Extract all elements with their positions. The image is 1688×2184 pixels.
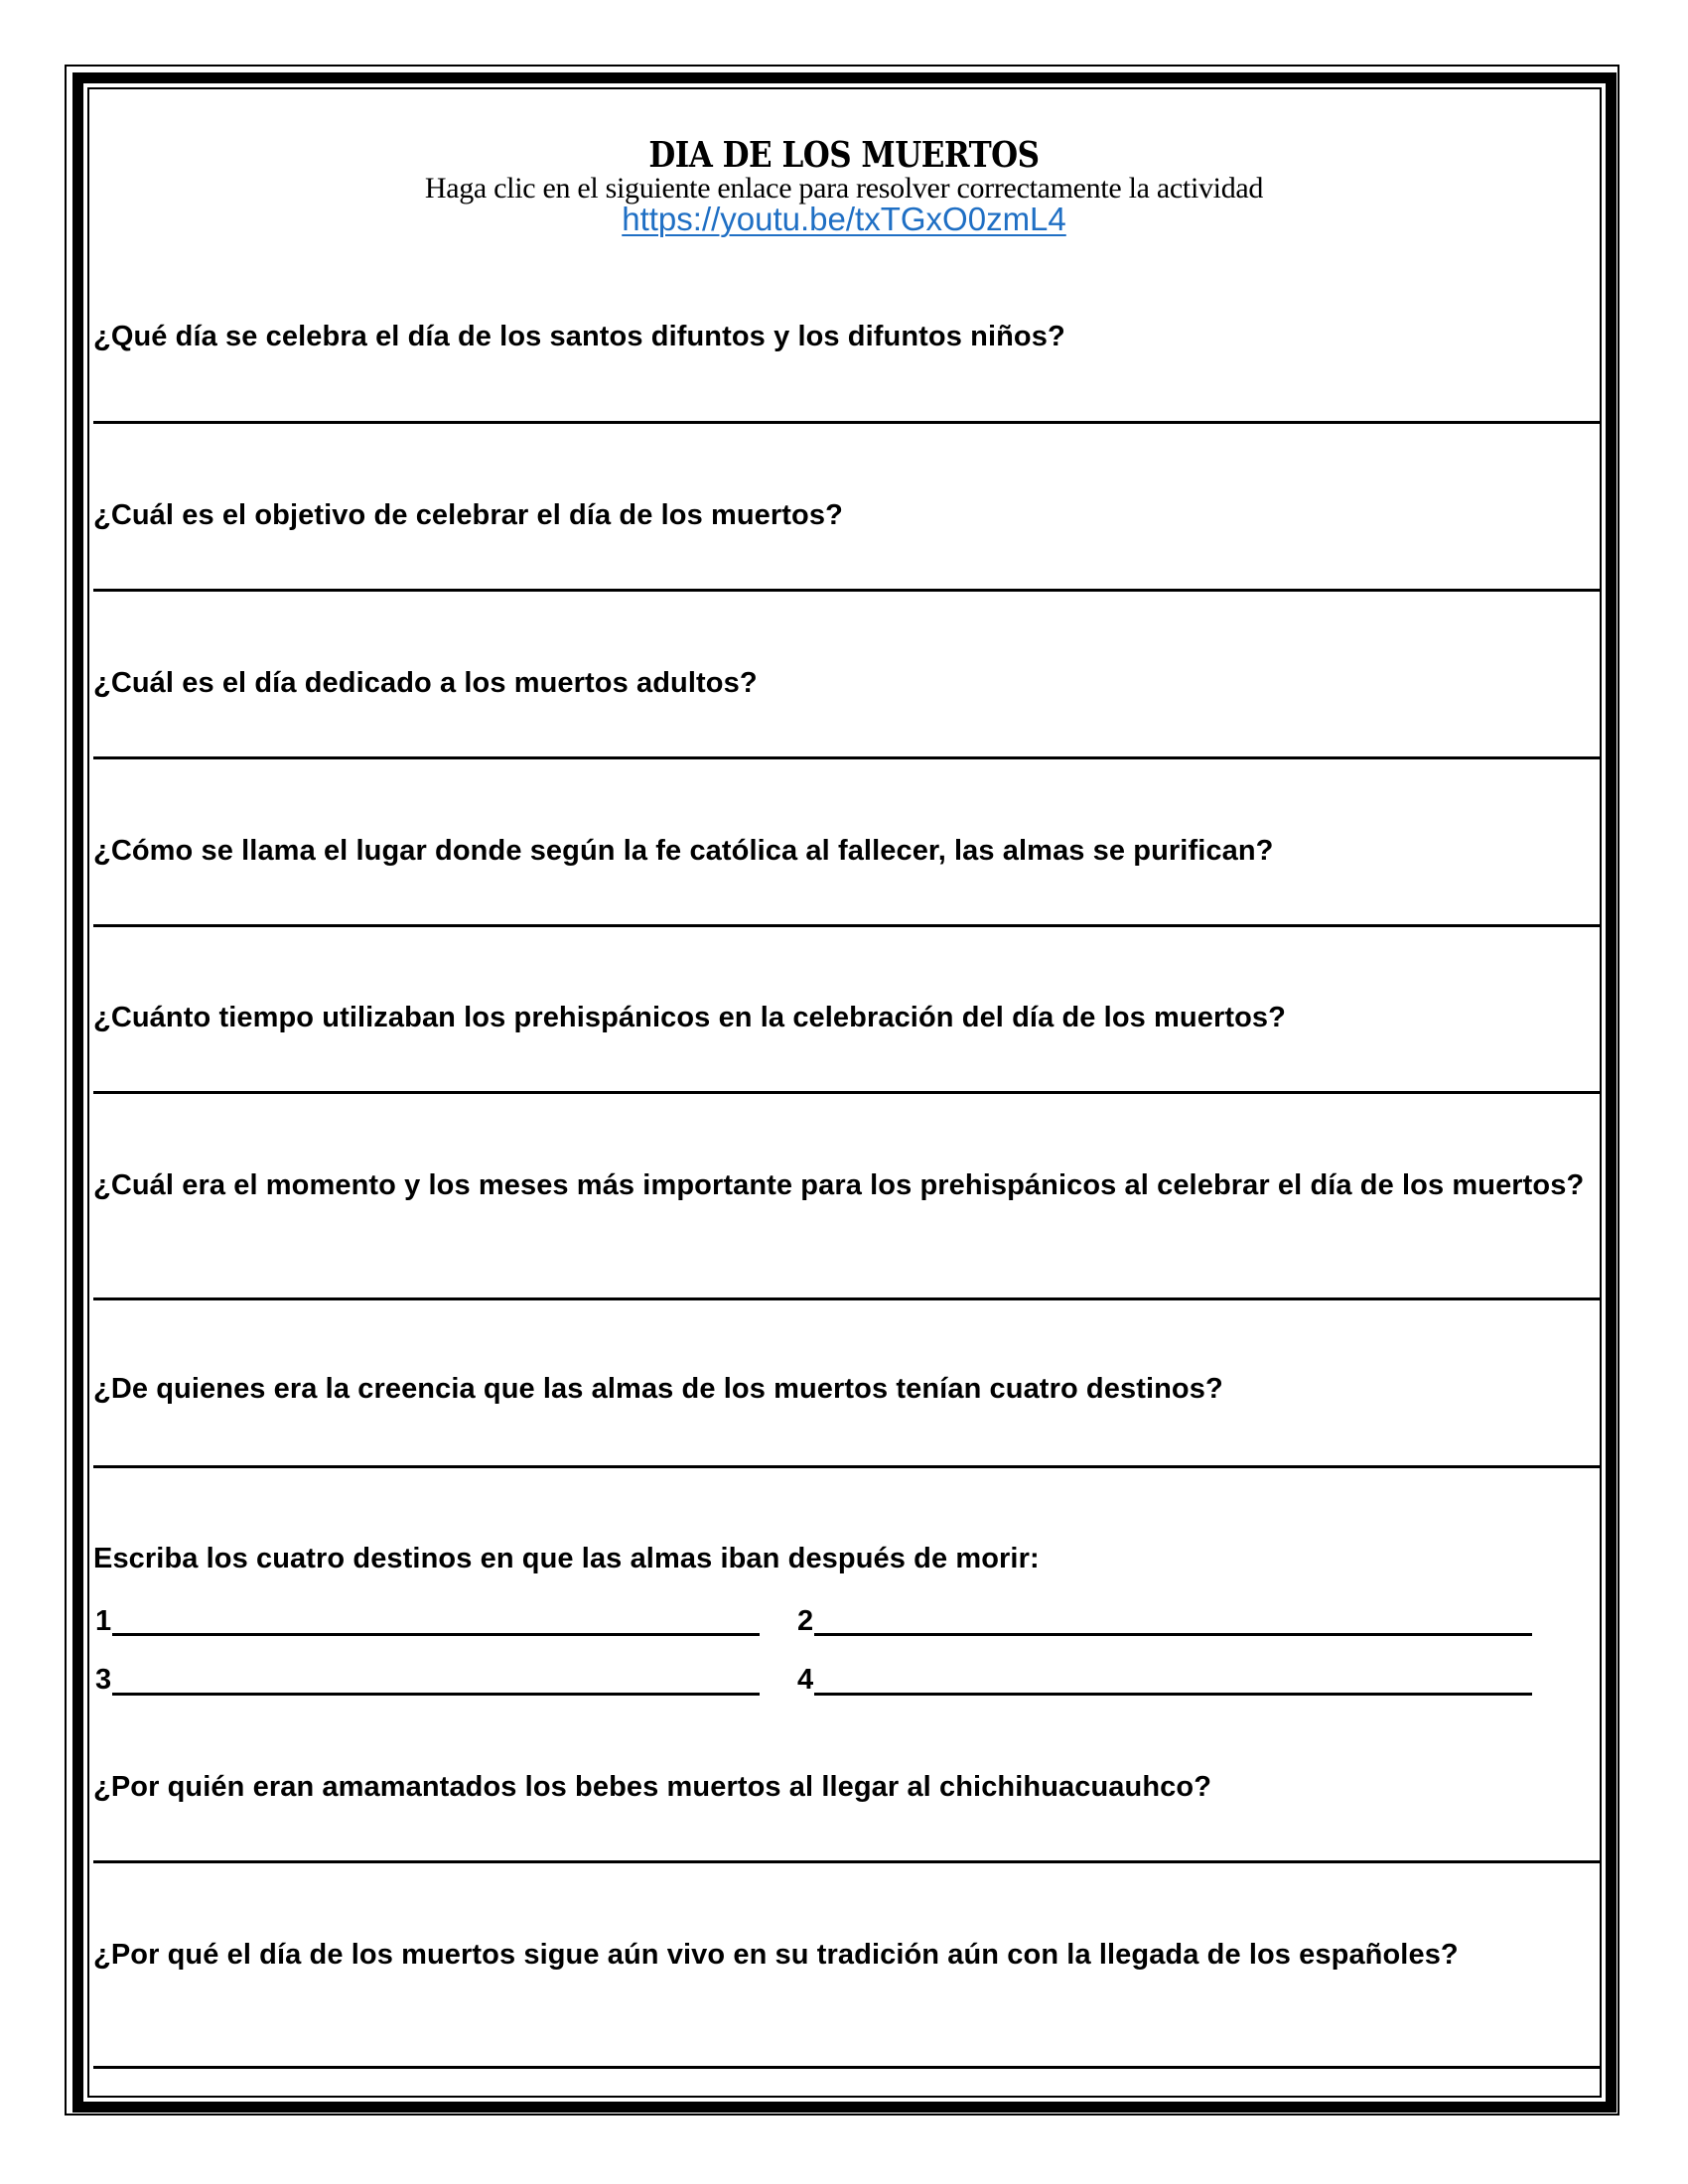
question-3: ¿Cuál es el día dedicado a los muertos adultos? xyxy=(93,667,758,699)
worksheet-title: DIA DE LOS MUERTOS xyxy=(648,135,1040,177)
video-link-container xyxy=(89,203,1599,236)
destinos-prompt: Escriba los cuatro destinos en que las almas iban después de morir: xyxy=(93,1543,1040,1574)
video-link[interactable]: https://youtu.be/txTGxO0zmL4 xyxy=(622,201,1066,237)
answer-line-7[interactable] xyxy=(93,1465,1601,1468)
question-5: ¿Cuánto tiempo utilizaban los prehispánicos en la celebración del día de los muertos? xyxy=(93,1002,1286,1033)
answer-line-3[interactable] xyxy=(93,756,1601,759)
question-1: ¿Qué día se celebra el día de los santos difuntos y los difuntos niños? xyxy=(93,321,1065,352)
answer-line-6[interactable] xyxy=(93,1297,1601,1300)
destino-number-4: 4 xyxy=(797,1664,814,1696)
destino-line-3[interactable] xyxy=(112,1693,760,1696)
destino-line-1[interactable] xyxy=(112,1633,760,1636)
destino-number-3: 3 xyxy=(95,1664,112,1696)
question-4: ¿Cómo se llama el lugar donde según la fe católica al fallecer, las almas se purifican? xyxy=(93,835,1274,867)
question-10: ¿Por qué el día de los muertos sigue aún vivo en su tradición aún con la llegada de los españoles? xyxy=(93,1939,1459,1971)
answer-line-10[interactable] xyxy=(93,2066,1601,2069)
answer-line-1[interactable] xyxy=(93,421,1601,424)
question-2: ¿Cuál es el objetivo de celebrar el día de los muertos? xyxy=(93,499,843,531)
question-7: ¿De quienes era la creencia que las almas de los muertos tenían cuatro destinos? xyxy=(93,1373,1223,1405)
answer-line-9[interactable] xyxy=(93,1860,1601,1863)
destino-number-1: 1 xyxy=(95,1605,112,1637)
answer-line-4[interactable] xyxy=(93,924,1601,927)
destino-line-2[interactable] xyxy=(814,1633,1532,1636)
question-9: ¿Por quién eran amamantados los bebes muertos al llegar al chichihuacuauhco? xyxy=(93,1771,1212,1803)
destino-line-4[interactable] xyxy=(814,1693,1532,1696)
answer-line-5[interactable] xyxy=(93,1091,1601,1094)
instructions-text: Haga clic en el siguiente enlace para resolver correctamente la actividad xyxy=(424,172,1264,205)
question-6: ¿Cuál era el momento y los meses más importante para los prehispánicos al celebrar el día de los muertos? xyxy=(93,1169,1585,1201)
answer-line-2[interactable] xyxy=(93,589,1601,592)
destino-number-2: 2 xyxy=(797,1605,814,1637)
